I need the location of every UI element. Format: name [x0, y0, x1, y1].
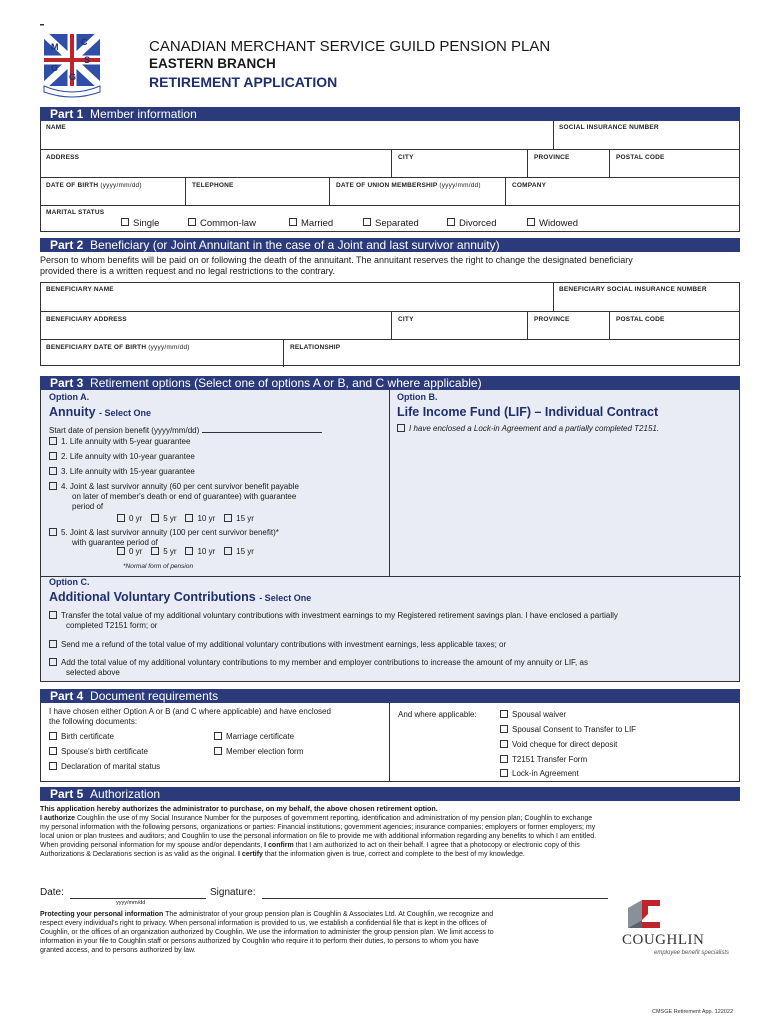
beneficiary-grid	[40, 282, 740, 366]
postal-field[interactable]	[609, 150, 741, 177]
part5-title: Authorization	[90, 787, 161, 801]
marital-widowed[interactable]	[527, 218, 578, 229]
marital-single[interactable]	[121, 218, 159, 229]
annuity-option-4[interactable]	[49, 482, 299, 512]
option5-periods	[117, 547, 254, 557]
part4-number: Part 4	[50, 689, 84, 703]
ben-province-label: PROVINCE	[534, 316, 570, 323]
documents-intro	[49, 707, 331, 727]
name-field[interactable]	[41, 120, 553, 150]
period-label: 15 yr	[236, 547, 254, 556]
ben-city-label: CITY	[398, 316, 414, 323]
checkbox[interactable]	[214, 747, 222, 755]
ben-sin-label: BENEFICIARY SOCIAL INSURANCE NUMBER	[559, 286, 707, 293]
date-format: yyyy/mm/dd	[116, 900, 146, 906]
signature-input[interactable]	[262, 898, 608, 899]
marital-option-label: Separated	[375, 218, 419, 229]
privacy-lead: Protecting your personal information	[40, 911, 164, 918]
doc-label: Declaration of marital status	[61, 762, 161, 771]
date-label: Date:	[40, 887, 64, 898]
authorization-text-part: Authorizations & Declarations section is as valid as the original.	[40, 851, 239, 858]
period-5[interactable]	[151, 547, 176, 556]
doc-label: Void cheque for direct deposit	[512, 740, 618, 749]
doc-void-cheque[interactable]	[500, 740, 617, 750]
lif-heading: Life Income Fund (LIF) – Individual Contract	[397, 405, 659, 419]
period-label: 5 yr	[163, 547, 177, 556]
checkbox[interactable]	[49, 640, 57, 648]
ben-address-label: BENEFICIARY ADDRESS	[46, 316, 127, 323]
annuity-option-1[interactable]	[49, 437, 190, 447]
province-field[interactable]	[527, 150, 609, 177]
doc-label: T2151 Transfer Form	[512, 755, 588, 764]
ben-city-field[interactable]	[391, 312, 527, 339]
avc-title: Additional Voluntary Contributions	[49, 590, 256, 604]
part3-number: Part 3	[50, 376, 84, 390]
avc-option-label: selected above	[66, 668, 120, 677]
option-c-divider	[41, 576, 741, 577]
ben-name-row	[41, 282, 739, 311]
privacy-line: granted access, and to persons authorized by law.	[40, 947, 196, 954]
part1-header	[40, 107, 740, 121]
part3-title: Retirement options (Select one of options A or B, and C where applicable)	[90, 376, 482, 390]
dob-row	[41, 177, 739, 205]
annuity-option-label: 5. Joint & last survivor annuity (100 per cent survivor benefit)*	[61, 528, 279, 537]
date-input[interactable]	[70, 898, 206, 899]
documents-intro-line: the following documents:	[49, 717, 138, 726]
checkbox[interactable]	[500, 710, 508, 718]
marital-common-law[interactable]	[188, 218, 256, 229]
ben-name-field[interactable]	[41, 282, 553, 311]
checkbox[interactable]	[49, 732, 57, 740]
lif-option-label: I have enclosed a Lock-in Agreement and a partially completed T2151.	[409, 424, 660, 433]
checkbox[interactable]	[49, 762, 57, 770]
annuity-option-label: 2. Life annuity with 10-year guarantee	[61, 452, 195, 461]
member-info-grid	[40, 121, 740, 232]
marital-option-label: Divorced	[459, 218, 497, 229]
retirement-options-area	[40, 390, 740, 682]
logo-letter: C	[81, 37, 88, 47]
part4-title: Document requirements	[90, 689, 219, 703]
form-title: RETIREMENT APPLICATION	[149, 74, 338, 90]
ben-dob-text: BENEFICIARY DATE OF BIRTH	[46, 344, 147, 351]
authorization-line: my personal information with the following persons, organizations or parties: Financial institutions; government agencies; insurance companies; employers or former employers; my	[40, 824, 596, 831]
dob-label	[46, 182, 142, 189]
checkbox[interactable]	[397, 424, 405, 432]
beneficiary-intro	[40, 255, 740, 277]
checkbox[interactable]	[527, 218, 535, 226]
authorization-line: local union or plan trustees and auditors; and Coughlin to use the personal information on file to provide me with additional information regarding any benefits to which I am entitled.	[40, 833, 597, 840]
start-date-input[interactable]	[202, 425, 322, 433]
documents-intro-line: I have chosen either Option A or B (and C where applicable) and have enclosed	[49, 707, 331, 716]
dob-format: (yyyy/mm/dd)	[100, 182, 142, 189]
privacy-text	[40, 910, 600, 955]
authorization-line	[40, 850, 740, 859]
relationship-label: RELATIONSHIP	[290, 344, 341, 351]
doc-label: Spousal Consent to Transfer to LIF	[512, 725, 637, 734]
doc-label: Marriage certificate	[226, 732, 295, 741]
ben-address-row	[41, 311, 739, 339]
period-label: 5 yr	[163, 514, 177, 523]
part4-header	[40, 689, 740, 703]
certify-lead: I certify	[238, 851, 263, 858]
period-0[interactable]	[117, 514, 142, 523]
checkbox[interactable]	[224, 514, 232, 522]
marital-separated[interactable]	[363, 218, 419, 229]
part2-title: Beneficiary (or Joint Annuitant in the case of a Joint and last survivor annuity)	[90, 238, 500, 252]
period-0[interactable]	[117, 547, 142, 556]
doc-label: Spousal waiver	[512, 710, 567, 719]
avc-option-label: Send me a refund of the total value of my additional voluntary contributions with investment earnings, less applicable taxes; or	[61, 640, 507, 649]
authorization-text-part: Coughlin the use of my Social Insurance Number for the purposes of government reporting, identification and administration of my pension plan; Coughlin to exchange	[75, 815, 593, 822]
documents-divider	[389, 703, 390, 781]
part5-header	[40, 787, 740, 801]
ben-postal-label: POSTAL CODE	[616, 316, 665, 323]
logo-letter: M	[51, 42, 59, 52]
coughlin-wordmark: COUGHLIN	[622, 932, 705, 948]
period-15[interactable]	[224, 547, 254, 556]
company-field[interactable]	[505, 178, 741, 205]
ben-name-label: BENEFICIARY NAME	[46, 286, 114, 293]
part2-header	[40, 238, 740, 252]
doc-t2151[interactable]	[500, 755, 587, 765]
checkbox[interactable]	[188, 218, 196, 226]
telephone-field[interactable]	[185, 178, 329, 205]
coughlin-mark-icon	[620, 896, 742, 936]
avc-option-label: Transfer the total value of my additional voluntary contributions with investment earnings to my Registered retirement savings plan. I have enclosed a partially	[61, 611, 618, 620]
doc-spouse-birth-cert[interactable]	[49, 747, 148, 757]
authorization-heading: This application hereby authorizes the administrator to purchase, on my behalf, the above chosen retirement option.	[40, 804, 438, 813]
checkbox[interactable]	[117, 547, 125, 555]
doc-spousal-waiver[interactable]	[500, 710, 566, 720]
annuity-option-3[interactable]	[49, 467, 195, 477]
avc-option-1[interactable]	[49, 611, 618, 631]
annuity-option-label: on later of member's death or end of guarantee) with guarantee	[72, 492, 297, 501]
period-label: 0 yr	[129, 514, 143, 523]
checkbox[interactable]	[500, 755, 508, 763]
privacy-line	[40, 910, 600, 919]
start-date	[49, 425, 322, 436]
checkbox[interactable]	[49, 611, 57, 619]
ben-province-field[interactable]	[527, 312, 609, 339]
annuity-title: Annuity	[49, 405, 96, 419]
annuity-option-2[interactable]	[49, 452, 195, 462]
union-date-label	[336, 182, 481, 189]
checkbox[interactable]	[224, 547, 232, 555]
annuity-select: - Select One	[99, 408, 152, 418]
logo-letter: G	[69, 72, 77, 82]
name-label: NAME	[46, 124, 66, 131]
marital-married[interactable]	[289, 218, 333, 229]
checkbox[interactable]	[151, 514, 159, 522]
avc-option-label: Add the total value of my additional voluntary contributions to my member and employer contributions to increase the amount of my annuity or LIF, as	[61, 658, 588, 667]
part2-number: Part 2	[50, 238, 84, 252]
normal-form-note: *Normal form of pension	[123, 563, 194, 570]
marital-option-label: Single	[133, 218, 160, 229]
avc-option-2[interactable]	[49, 640, 506, 650]
marital-option-label: Widowed	[539, 218, 579, 229]
authorization-line	[40, 814, 740, 823]
checkbox[interactable]	[49, 658, 57, 666]
authorization-text	[40, 804, 740, 859]
privacy-line: respect every individual's right to privacy. When personal information is provided to us, we establish a confidential file that is kept in the offices of	[40, 920, 487, 927]
checkbox[interactable]	[500, 740, 508, 748]
checkbox[interactable]	[121, 218, 129, 226]
doc-label: Spouse's birth certificate	[61, 747, 148, 756]
period-label: 15 yr	[236, 514, 254, 523]
checkbox[interactable]	[49, 747, 57, 755]
province-label: PROVINCE	[534, 154, 570, 161]
ben-postal-field[interactable]	[609, 312, 741, 339]
ben-dob-label	[46, 344, 190, 351]
authorization-text-part: that the information given is true, correct and complete to the best of my knowledge.	[262, 851, 525, 858]
checkbox[interactable]	[49, 482, 57, 490]
documents-area	[40, 703, 740, 782]
doc-marriage-cert[interactable]	[214, 732, 294, 742]
doc-birth-cert[interactable]	[49, 732, 114, 742]
checkbox[interactable]	[185, 547, 193, 555]
postal-label: POSTAL CODE	[616, 154, 665, 161]
beneficiary-intro-line: provided there is a written request and no legal restrictions to the contrary.	[40, 266, 335, 276]
checkbox[interactable]	[151, 547, 159, 555]
start-date-label: Start date of pension benefit (yyyy/mm/dd)	[49, 426, 200, 435]
where-applicable: And where applicable:	[398, 710, 477, 719]
authorization-text-part: that I am authorized to act on their behalf. I agree that a photocopy or electronic copy of this	[293, 842, 580, 849]
marital-row	[41, 205, 739, 232]
union-date-format: (yyyy/mm/dd)	[439, 182, 481, 189]
plan-title: CANADIAN MERCHANT SERVICE GUILD PENSION PLAN	[149, 38, 551, 55]
doc-spousal-consent[interactable]	[500, 725, 636, 735]
part5-number: Part 5	[50, 787, 84, 801]
telephone-label: TELEPHONE	[192, 182, 234, 189]
sin-field[interactable]	[553, 120, 741, 150]
beneficiary-intro-line: Person to whom benefits will be paid on or following the death of the annuitant. The annuitant reserves the right to change the designated beneficiary	[40, 255, 633, 265]
period-10[interactable]	[185, 547, 215, 556]
doc-label: Birth certificate	[61, 732, 114, 741]
name-row	[41, 120, 739, 150]
annuity-option-label: with guarantee period of	[72, 538, 158, 547]
doc-lock-in[interactable]	[500, 769, 579, 779]
ben-dob-format: (yyyy/mm/dd)	[148, 344, 190, 351]
company-label: COMPANY	[512, 182, 547, 189]
privacy-text-part: The administrator of your group pension plan is Coughlin & Associates Ltd. At Coughlin, we recognize and	[163, 911, 494, 918]
coughlin-tagline: employee benefit specialists	[654, 950, 730, 956]
address-row	[41, 149, 739, 177]
option-divider	[389, 390, 390, 576]
checkbox[interactable]	[49, 528, 57, 536]
checkbox[interactable]	[49, 467, 57, 475]
address-label: ADDRESS	[46, 154, 80, 161]
checkbox[interactable]	[185, 514, 193, 522]
checkbox[interactable]	[500, 725, 508, 733]
authorize-lead: I authorize	[40, 815, 76, 822]
union-date-text: DATE OF UNION MEMBERSHIP	[336, 182, 438, 189]
ben-sin-field[interactable]	[553, 282, 741, 311]
part1-title: Member information	[90, 107, 197, 121]
annuity-option-label: 4. Joint & last survivor annuity (60 per cent survivor benefit payable	[61, 482, 299, 491]
checkbox[interactable]	[49, 437, 57, 445]
authorization-text-part: When providing personal information for my spouse and/or dependants,	[40, 842, 265, 849]
period-15[interactable]	[224, 514, 254, 523]
signature-label: Signature:	[210, 887, 256, 898]
period-label: 10 yr	[197, 514, 216, 523]
privacy-line: information in your file to Coughlin staff or persons authorized by Coughlin who require it to perform their duties, to persons to whom you have	[40, 938, 479, 945]
avc-select: - Select One	[259, 593, 312, 603]
option-a-label: Option A.	[49, 392, 90, 402]
annuity-option-label: period of	[72, 502, 104, 511]
avc-option-label: completed T2151 form; or	[66, 621, 158, 630]
checkbox[interactable]	[447, 218, 455, 226]
logo-letter: G	[51, 63, 59, 73]
marital-option-label: Common-law	[200, 218, 256, 229]
checkbox[interactable]	[500, 769, 508, 777]
relationship-field[interactable]	[283, 340, 741, 367]
confirm-lead: I confirm	[264, 842, 294, 849]
annuity-option-label: 3. Life annuity with 15-year guarantee	[61, 467, 195, 476]
doc-marital-declaration[interactable]	[49, 762, 160, 772]
annuity-option-5[interactable]	[49, 528, 279, 548]
period-5[interactable]	[151, 514, 176, 523]
part3-header	[40, 376, 740, 390]
annuity-option-label: 1. Life annuity with 5-year guarantee	[61, 437, 191, 446]
marital-option-label: Married	[301, 218, 334, 229]
marital-divorced[interactable]	[447, 218, 497, 229]
city-label: CITY	[398, 154, 414, 161]
marital-label: MARITAL STATUS	[46, 209, 105, 216]
checkbox[interactable]	[214, 732, 222, 740]
annuity-heading	[49, 405, 151, 419]
privacy-line: Coughlin, or the offices of an organization authorized by Coughlin. We use the information to administer the group pension plan. We limit access to	[40, 929, 494, 936]
form-code: CMSGE Retirement App. 122022	[652, 1009, 734, 1015]
option-b-label: Option B.	[397, 392, 438, 402]
city-field[interactable]	[391, 150, 527, 177]
period-label: 0 yr	[129, 547, 143, 556]
dob-text: DATE OF BIRTH	[46, 182, 99, 189]
avc-option-3[interactable]	[49, 658, 588, 678]
checkbox[interactable]	[117, 514, 125, 522]
period-label: 10 yr	[197, 547, 216, 556]
logo-letter: S	[84, 55, 91, 65]
option-c-label: Option C.	[49, 577, 90, 587]
coughlin-logo	[620, 896, 742, 960]
ben-dob-row	[41, 339, 739, 367]
doc-label: Member election form	[226, 747, 304, 756]
checkbox[interactable]	[289, 218, 297, 226]
option4-periods	[117, 514, 254, 524]
lif-option[interactable]	[397, 424, 659, 434]
checkbox[interactable]	[363, 218, 371, 226]
branch-title: EASTERN BRANCH	[149, 56, 276, 71]
union-date-field[interactable]	[329, 178, 505, 205]
checkbox[interactable]	[49, 452, 57, 460]
doc-label: Lock-in Agreement	[512, 769, 579, 778]
sin-label: SOCIAL INSURANCE NUMBER	[559, 124, 659, 131]
avc-heading	[49, 590, 311, 604]
authorization-line	[40, 841, 740, 850]
doc-member-election[interactable]	[214, 747, 303, 757]
part1-number: Part 1	[50, 107, 84, 121]
period-10[interactable]	[185, 514, 215, 523]
guild-logo	[40, 24, 104, 100]
